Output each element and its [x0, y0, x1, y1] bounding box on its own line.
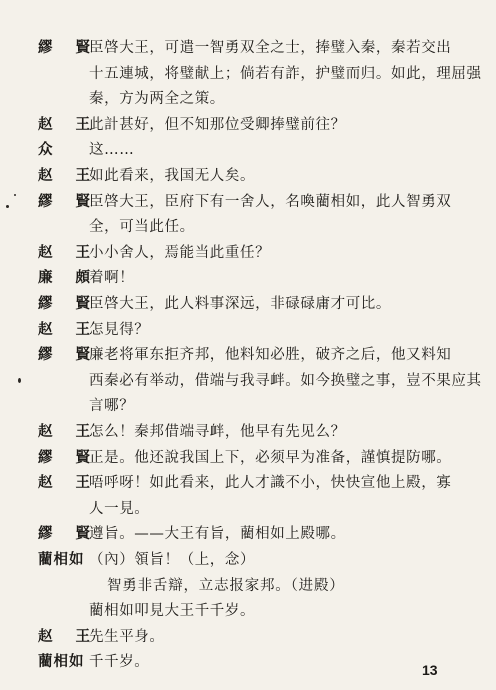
page-number: 13: [422, 662, 438, 678]
dialogue-text: 这……: [89, 142, 135, 159]
speaker-name: 繆 賢: [38, 39, 100, 56]
dialogue-text: 怎見得？: [89, 321, 150, 338]
dialogue-text: 遵旨。——大王有旨，藺相如上殿哪。: [89, 526, 346, 543]
dialogue-text: 十五連城，将璧献上；倘若有詐，护璧而归。如此，理屈强: [89, 65, 482, 82]
speaker-name: 藺相如: [38, 551, 85, 568]
dialogue-text: 正是。他还說我国上下，必须早为准备，謹慎提防哪。: [89, 449, 452, 466]
dialogue-text: 怎么！秦邦借端寻衅，他早有先见么？: [89, 424, 346, 440]
speaker-name: 繆 賢: [38, 192, 100, 210]
speaker-name: 赵 王: [38, 243, 100, 261]
dialogue-text: 西秦必有举动，借端与我寻衅。如今换璧之事，豈不果应其: [89, 372, 482, 389]
speaker-name: 廉 頗: [38, 269, 100, 287]
speaker-name: 繆 賢: [38, 525, 100, 543]
dialogue-text: 唔呼呀！如此看来，此人才識不小，快快宣他上殿，寡: [89, 475, 452, 492]
speaker-name: 繆 賢: [38, 448, 100, 466]
verse-line: 智勇非舌辯，立志报家邦。（进殿）: [107, 577, 345, 594]
dialogue-text: 藺相如叩見大王千千岁。: [89, 603, 256, 620]
dialogue-text: 臣啓大王，此人料事深远，非碌碌庸才可比。: [89, 296, 391, 312]
ink-speck: [14, 194, 16, 196]
dialogue-text: 小小舍人，焉能当此重任？: [89, 244, 271, 261]
speaker-name: 赵 王: [38, 320, 100, 338]
speaker-name: 赵 王: [38, 167, 100, 184]
speaker-name: 藺相如: [38, 653, 85, 671]
speaker-name: 繆 賢: [38, 295, 100, 312]
dialogue-text: 全，可当此任。: [89, 219, 195, 236]
dialogue-text: 先生平身。: [89, 628, 165, 645]
dialogue-text: 臣啓大王，臣府下有一舍人，名喚藺相如，此人智勇双: [89, 193, 452, 210]
dialogue-text: 着啊！: [89, 270, 135, 287]
dialogue-text: （內）領旨！（上，念）: [89, 552, 256, 568]
speaker-name: 赵 王: [38, 115, 100, 133]
dialogue-text: 人一見。: [89, 500, 150, 517]
dialogue-text: 如此看来，我国无人矣。: [89, 168, 256, 184]
speaker-name: 赵 王: [38, 627, 100, 645]
dialogue-text: 此計甚好，但不知那位受卿捧璧前往？: [89, 116, 346, 133]
ink-speck: [6, 205, 9, 208]
speaker-name: 繆 賢: [38, 346, 100, 364]
ink-speck: [18, 378, 21, 383]
dialogue-text: 廉老将軍东拒齐邦，他料知必胜，破齐之后，他又料知: [89, 347, 452, 364]
dialogue-text: 言哪？: [89, 398, 135, 415]
speaker-name: 赵 王: [38, 474, 100, 492]
dialogue-text: 千千岁。: [89, 654, 150, 671]
dialogue-text: 臣啓大王，可遣一智勇双全之士，捧璧入秦，秦若交出: [89, 40, 452, 56]
speaker-name: 众: [38, 141, 62, 159]
dialogue-text: 秦，方为两全之策。: [89, 91, 225, 108]
speaker-name: 赵 王: [38, 423, 100, 440]
